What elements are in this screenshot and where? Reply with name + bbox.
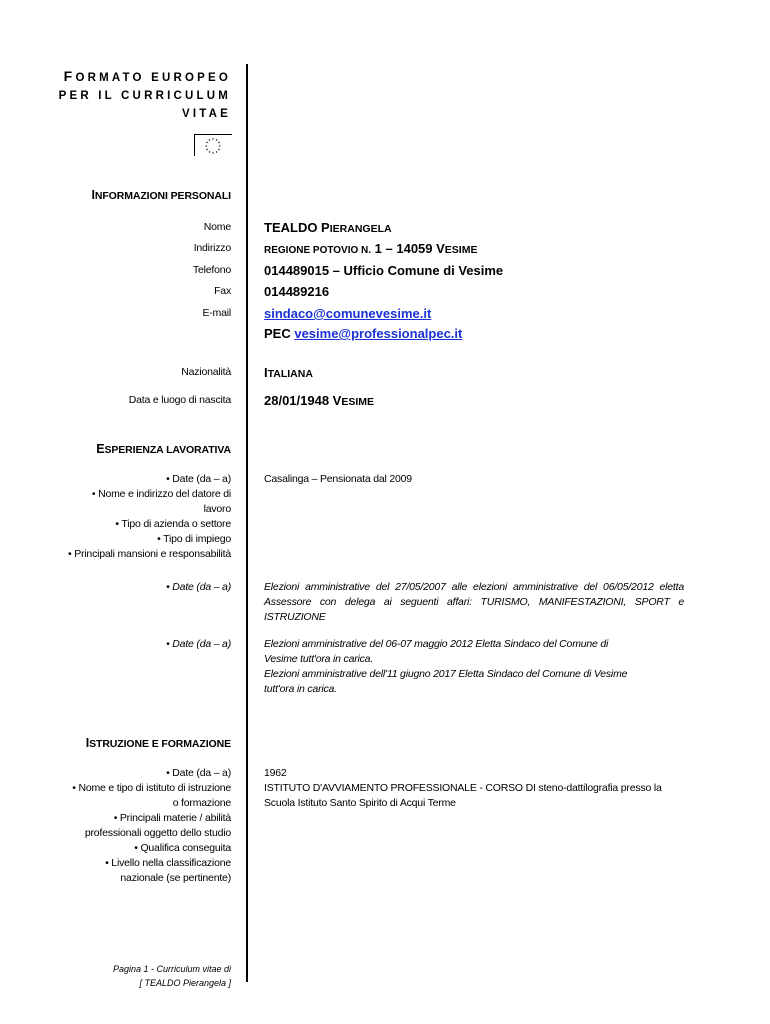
pec-link[interactable]: vesime@professionalpec.it xyxy=(294,326,463,341)
address-label: Indirizzo xyxy=(193,242,231,254)
page-footer: Pagina 1 - Curriculum vitae di [ TEALDO Pierangela ] xyxy=(112,964,231,988)
section-personal-info: INFORMAZIONI PERSONALI xyxy=(91,188,231,202)
experience-labels: • Date (da – a) • Nome e indirizzo del datore di lavoro • Tipo di azienda o settore • Tipo di impiego • Principali mansioni e responsabilità xyxy=(68,473,231,560)
address-value: REGIONE POTOVIO N. 1 – 14059 VESIME xyxy=(264,241,478,256)
name-value: TEALDO PIERANGELA xyxy=(264,220,392,235)
email-value xyxy=(264,306,431,321)
column-divider xyxy=(246,64,248,982)
section-education: ISTRUZIONE E FORMAZIONE xyxy=(85,736,231,750)
section-work-experience: ESPERIENZA LAVORATIVA xyxy=(96,442,231,456)
education-labels: • Date (da – a) • Nome e tipo di istituto di istruzione o formazione • Principali materie / abilità professionali oggetto dello studio • Qualifica conseguita • Livello nella classificazione nazionale (se pertinente) xyxy=(72,767,231,884)
experience-entry-2-label: • Date (da – a) xyxy=(166,581,231,593)
education-entry: 1962 ISTITUTO D'AVVIAMENTO PROFESSIONALE - CORSO DI steno-dattilografia presso la Scuola Istituto Santo Spirito di Acqui Terme xyxy=(264,767,662,809)
phone-label: Telefono xyxy=(192,264,231,276)
name-label: Nome xyxy=(203,221,231,233)
experience-entry-3: Elezioni amministrative del 06-07 maggio 2012 Eletta Sindaco del Comune di Vesime tutt'ora in carica. Elezioni amministrative dell'11 giugno 2017 Eletta Sindaco del Comune di Vesime tutt'ora in carica. xyxy=(264,638,628,695)
experience-entry-3-label: • Date (da – a) xyxy=(166,638,231,650)
nationality-value: ITALIANA xyxy=(264,365,313,380)
birth-label: Data e luogo di nascita xyxy=(128,394,231,406)
birth-value: 28/01/1948 VESIME xyxy=(264,393,375,408)
email-label: E-mail xyxy=(202,307,231,319)
document-title: FORMATO EUROPEO PER IL CURRICULUM VITAE xyxy=(58,68,231,120)
email-link[interactable]: sindaco@comunevesime.it xyxy=(264,306,432,321)
eu-flag-icon xyxy=(194,134,232,156)
experience-entry-1: Casalinga – Pensionata dal 2009 xyxy=(264,473,412,485)
experience-entry-2: Elezioni amministrative del 27/05/2007 alle elezioni amministrative del 06/05/2012 eletta Assessore con delega ai seguenti affari: TURISMO, MANIFESTAZIONI, SPORT e ISTRUZIONE xyxy=(264,581,684,623)
nationality-label: Nazionalità xyxy=(181,366,231,378)
fax-label: Fax xyxy=(214,285,231,297)
pec-value: PEC vesime@professionalpec.it xyxy=(264,326,463,341)
fax-value: 014489216 xyxy=(264,284,330,299)
phone-value: 014489015 – Ufficio Comune di Vesime xyxy=(264,263,504,278)
